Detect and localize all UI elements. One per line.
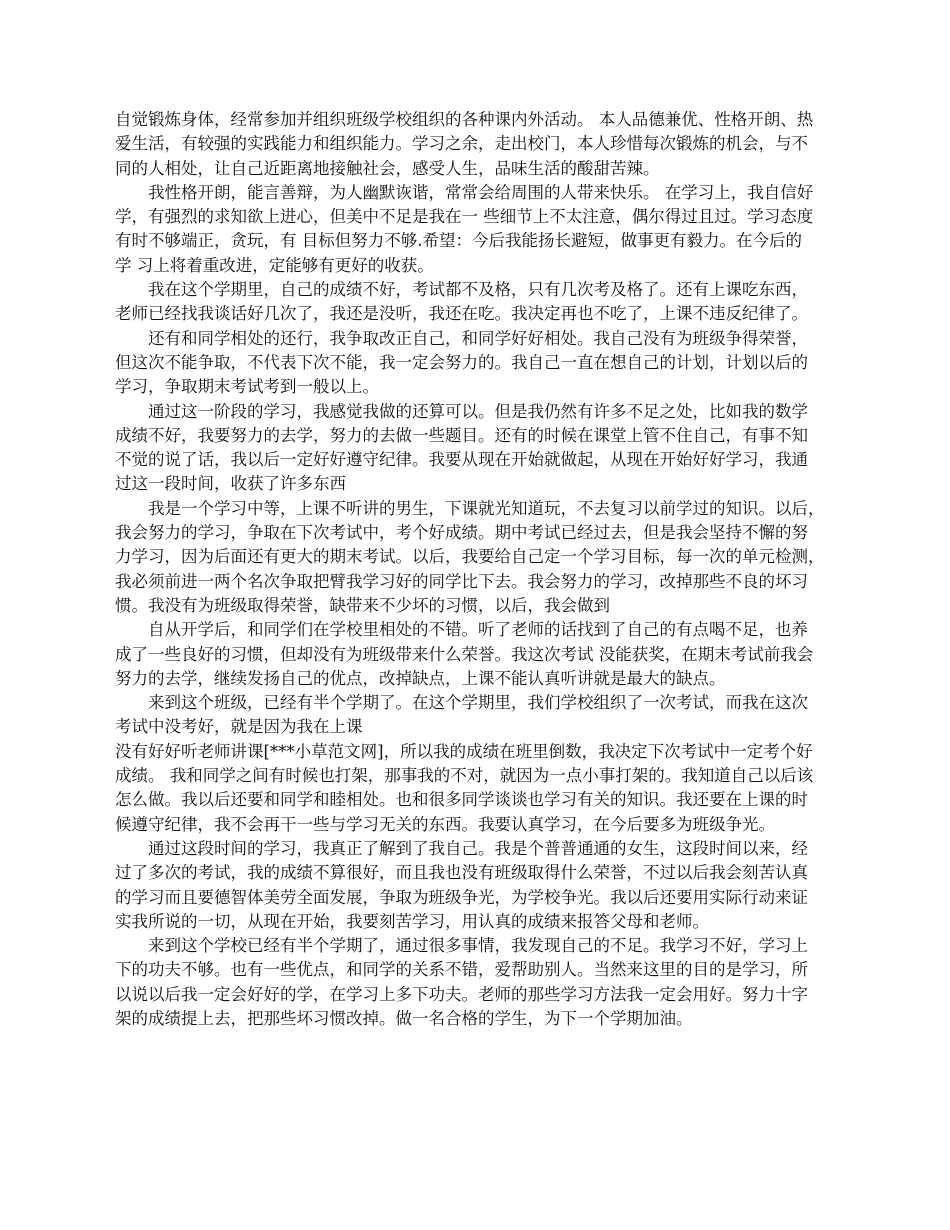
text-line: 惯。我没有为班级取得荣誉，缺带来不少坏的习惯，以后，我会做到 (115, 595, 610, 615)
text-line: 老师已经找我谈话好几次了，我还是没听，我还在吃。我决定再也不吃了，上课不违反纪律了。 (115, 304, 808, 324)
paragraph (115, 934, 839, 1031)
text-line: 过了多次的考试，我的成绩不算很好，而且我也没有班级取得什么荣誉，不过以后我会刻苦认真 (115, 863, 808, 883)
text-line: 来到这个学校已经有半个学期了，通过很多事情，我发现自己的不足。我学习不好，学习上 (148, 936, 808, 956)
paragraph (115, 497, 839, 618)
paragraph (115, 837, 839, 934)
text-line: 没有好好听老师讲课[***小草范文网]，所以我的成绩在班里倒数，我决定下次考试中一定考个好 (115, 741, 813, 761)
text-line: 下的功夫不够。也有一些优点，和同学的关系不错，爱帮助别人。当然来这里的目的是学习，所 (115, 960, 808, 980)
text-line: 怎么做。我以后还要和同学和睦相处。也和很多同学谈谈也学习有关的知识。我还要在上课的时 (115, 790, 808, 810)
text-line: 考试中没考好，就是因为我在上课 (115, 717, 363, 737)
text-line: 力学习，因为后面还有更大的期末考试。以后，我要给自己定一个学习目标，每一次的单元检测， (115, 547, 825, 567)
text-line: 通过这一阶段的学习，我感觉我做的还算可以。但是我仍然有许多不足之处，比如我的数学 (148, 401, 808, 421)
paragraph (115, 618, 839, 691)
text-line: 自觉锻炼身体，经常参加并组织班级学校组织的各种课内外活动。 本人品德兼优、性格开朗、热 (115, 110, 814, 129)
text-line: 实我所说的一切，从现在开始，我要刻苦学习，用认真的成绩来报答父母和老师。 (115, 911, 709, 931)
text-line: 候遵守纪律，我不会再干一些与学习无关的东西。我要认真学习，在今后要多为班级争光。 (115, 814, 775, 834)
text-line: 不觉的说了话，我以后一定好好遵守纪律。我要从现在开始就做起，从现在开始好好学习，我通 (115, 450, 808, 470)
text-line: 还有和同学相处的还行，我争取改正自己，和同学好好相处。我自己没有为班级争得荣誉， (148, 328, 808, 348)
text-line: 以说以后我一定会好好的学，在学习上多下功夫。老师的那些学习方法我一定会用好。努力十字 (115, 984, 808, 1004)
paragraph (115, 327, 839, 400)
text-line: 有时不够端正，贪玩，有 目标但努力不够.希望：今后我能扬长避短，做事更有毅力。在今后的 (115, 231, 802, 251)
text-line: 但这次不能争取，不代表下次不能，我一定会努力的。我自己一直在想自己的计划，计划以后的 (115, 352, 808, 372)
text-line: 的学习而且要德智体美劳全面发展，争取为班级争光，为学校争光。我以后还要用实际行动来证 (115, 887, 808, 907)
text-line: 我性格开朗，能言善辩，为人幽默诙谐，常常会给周围的人带来快乐。 在学习上，我自信好 (148, 182, 814, 202)
text-line: 通过这段时间的学习，我真正了解到了我自己。我是个普普通通的女生，这段时间以来，经 (148, 838, 808, 858)
paragraph (115, 278, 839, 327)
paragraph (115, 181, 839, 278)
text-line: 学 习上将着重改进，定能够有更好的收获。 (115, 255, 434, 275)
paragraph (115, 400, 839, 497)
text-line: 成了一些良好的习惯，但却没有为班级带来什么荣誉。我这次考试 没能获奖，在期末考试前我会 (115, 644, 814, 664)
text-line: 成绩。 我和同学之间有时候也打架，那事我的不对，就因为一点小事打架的。我知道自己以后该 (115, 766, 814, 786)
text-line: 自从开学后，和同学们在学校里相处的不错。听了老师的话找到了自己的有点喝不足，也养 (148, 620, 808, 640)
text-line: 努力的去学，继续发扬自己的优点，改掉缺点，上课不能认真听讲就是最大的缺点。 (115, 668, 726, 688)
text-line: 我必须前进一两个名次争取把臂我学习好的同学比下去。我会努力的学习，改掉那些不良的坏习 (115, 571, 808, 591)
paragraph (115, 740, 839, 837)
text-line: 学，有强烈的求知欲上进心，但美中不足是我在一 些细节上不太注意，偶尔得过且过。学习态度 (115, 207, 814, 227)
paragraph (115, 691, 839, 740)
text-line: 成绩不好，我要努力的去学，努力的去做一些题目。还有的时候在课堂上管不住自己，有事不知 (115, 425, 808, 445)
paragraph (115, 108, 839, 181)
text-line: 架的成绩提上去，把那些坏习惯改掉。做一名合格的学生，为下一个学期加油。 (115, 1008, 693, 1028)
text-line: 爱生活，有较强的实践能力和组织能力。学习之余，走出校门，本人珍惜每次锻炼的机会，与不 (115, 134, 808, 154)
text-line: 学习，争取期末考试考到一般以上。 (115, 377, 379, 397)
text-line: 我是一个学习中等，上课不听讲的男生，下课就光知道玩，不去复习以前学过的知识。以后， (148, 498, 825, 518)
text-line: 我在这个学期里，自己的成绩不好，考试都不及格，只有几次考及格了。还有上课吃东西， (148, 280, 808, 300)
text-line: 我会努力的学习，争取在下次考试中，考个好成绩。期中考试已经过去，但是我会坚持不懈的努 (115, 523, 808, 543)
document-body (115, 108, 839, 1031)
text-line: 过这一段时间，收获了许多东西 (115, 474, 346, 494)
text-line: 来到这个班级，已经有半个学期了。在这个学期里，我们学校组织了一次考试，而我在这次 (148, 693, 808, 713)
text-line: 同的人相处，让自己近距离地接触社会，感受人生，品味生活的酸甜苦辣。 (115, 158, 660, 178)
